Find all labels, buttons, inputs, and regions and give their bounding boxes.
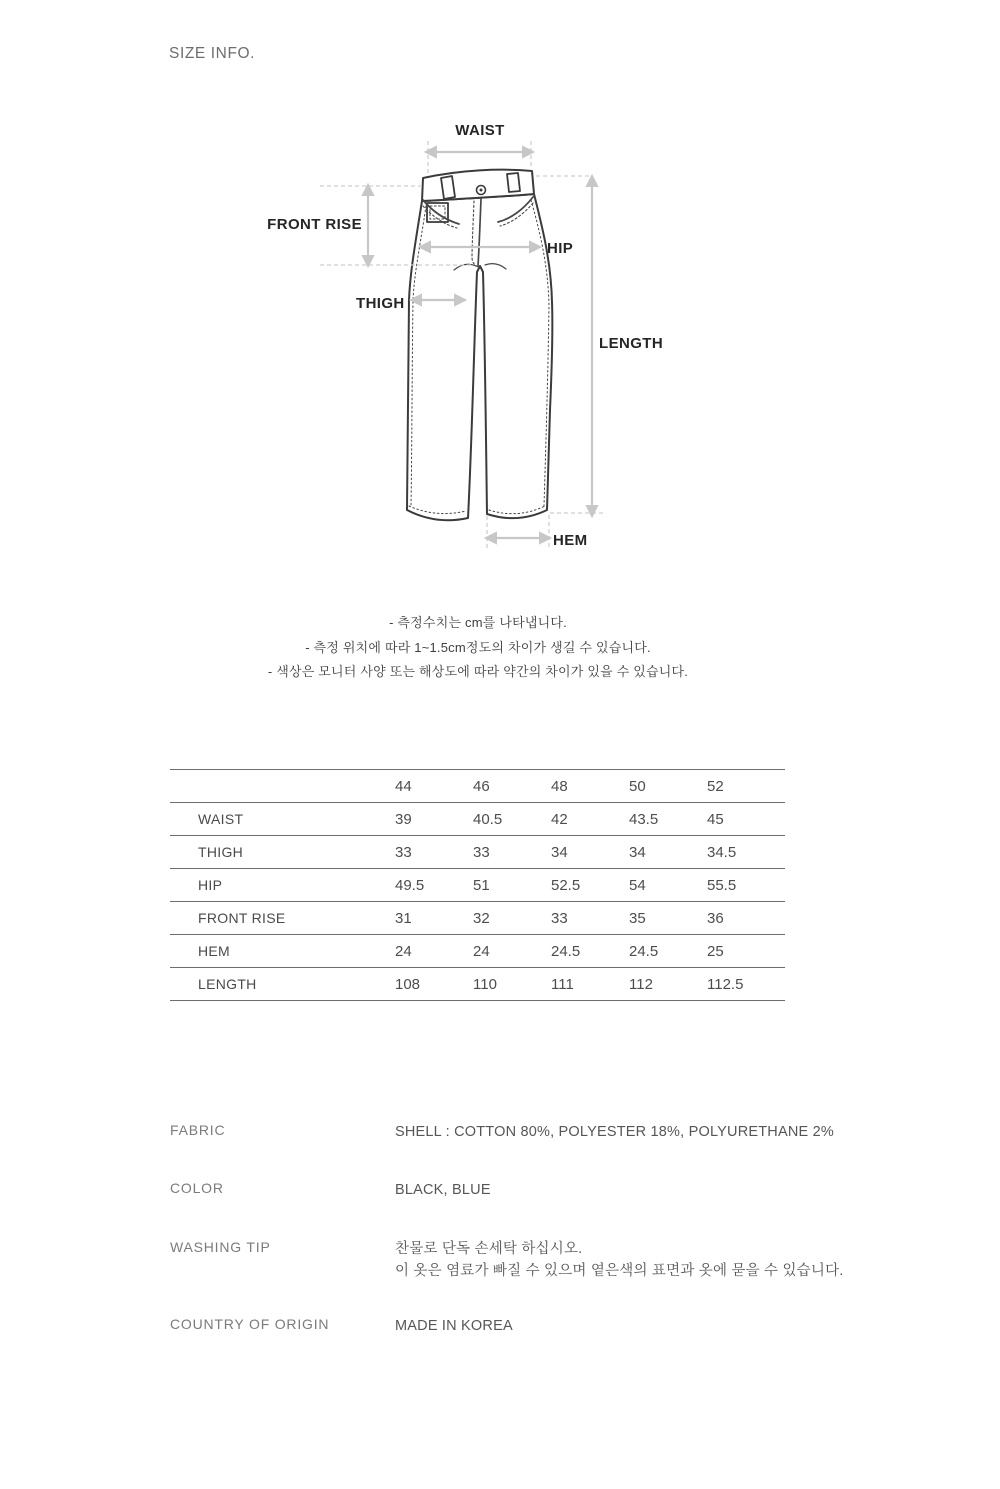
measurement-label: LENGTH	[170, 968, 395, 1001]
size-value: 52.5	[551, 869, 629, 902]
hem-measure-label: HEM	[553, 532, 588, 549]
washing-tip-label: WASHING TIP	[170, 1239, 271, 1255]
fabric-label: FABRIC	[170, 1122, 226, 1138]
country-of-origin-value: MADE IN KOREA	[395, 1318, 513, 1334]
size-value: 34	[551, 836, 629, 869]
fabric-row	[170, 1121, 834, 1143]
size-column-header: 50	[629, 770, 707, 803]
length-measure-label: LENGTH	[599, 335, 664, 352]
size-column-header: 44	[395, 770, 473, 803]
size-value: 110	[473, 968, 551, 1001]
table-row	[170, 968, 785, 1001]
fabric-value: SHELL : COTTON 80%, POLYESTER 18%, POLYURETHANE 2%	[395, 1124, 834, 1140]
size-value: 31	[395, 902, 473, 935]
size-value: 33	[395, 836, 473, 869]
table-row	[170, 803, 785, 836]
size-value: 36	[707, 902, 785, 935]
table-row	[170, 836, 785, 869]
size-value: 108	[395, 968, 473, 1001]
measurement-notes	[0, 611, 956, 685]
size-value: 54	[629, 869, 707, 902]
washing-tip-value-line: 이 옷은 염료가 빠질 수 있으며 옅은색의 표면과 옷에 묻을 수 있습니다.	[395, 1263, 844, 1279]
size-value: 42	[551, 803, 629, 836]
size-value: 40.5	[473, 803, 551, 836]
country-of-origin-label: COUNTRY OF ORIGIN	[170, 1316, 330, 1332]
note-line: - 측정수치는 cm를 나타냅니다.	[389, 615, 567, 630]
size-value: 24	[395, 935, 473, 968]
size-value: 43.5	[629, 803, 707, 836]
measurement-label: THIGH	[170, 836, 395, 869]
size-header-empty	[170, 770, 395, 803]
color-row	[170, 1179, 491, 1201]
washing-tip-row	[170, 1238, 844, 1282]
size-column-header: 46	[473, 770, 551, 803]
measurement-label: WAIST	[170, 803, 395, 836]
size-value: 39	[395, 803, 473, 836]
front-rise-measure-label: FRONT RISE	[267, 216, 362, 233]
size-value: 34.5	[707, 836, 785, 869]
size-value: 33	[473, 836, 551, 869]
thigh-measure-label: THIGH	[356, 295, 405, 312]
size-value: 51	[473, 869, 551, 902]
size-value: 35	[629, 902, 707, 935]
size-value: 55.5	[707, 869, 785, 902]
hip-measure-label: HIP	[547, 240, 574, 257]
measurement-label: HIP	[170, 869, 395, 902]
size-table	[170, 769, 785, 1001]
size-value: 45	[707, 803, 785, 836]
color-label: COLOR	[170, 1180, 224, 1196]
size-value: 112.5	[707, 968, 785, 1001]
size-table-header-row	[170, 770, 785, 803]
country-of-origin-row	[170, 1315, 513, 1337]
table-row	[170, 902, 785, 935]
size-column-header: 48	[551, 770, 629, 803]
measurement-label: FRONT RISE	[170, 902, 395, 935]
size-value: 24	[473, 935, 551, 968]
table-row	[170, 935, 785, 968]
note-line: - 측정 위치에 따라 1~1.5cm정도의 차이가 생길 수 있습니다.	[305, 639, 651, 655]
size-value: 25	[707, 935, 785, 968]
size-value: 33	[551, 902, 629, 935]
color-value: BLACK, BLUE	[395, 1182, 491, 1198]
washing-tip-value-line: 찬물로 단독 손세탁 하십시오.	[395, 1241, 583, 1257]
page-title: SIZE INFO.	[169, 45, 256, 62]
size-value: 49.5	[395, 869, 473, 902]
note-line: - 색상은 모니터 사양 또는 해상도에 따라 약간의 차이가 있을 수 있습니다.	[267, 664, 689, 679]
waist-measure-label: WAIST	[455, 122, 505, 139]
size-value: 32	[473, 902, 551, 935]
size-value: 24.5	[629, 935, 707, 968]
size-value: 111	[551, 968, 629, 1001]
measurement-label: HEM	[170, 935, 395, 968]
size-column-header: 52	[707, 770, 785, 803]
size-value: 112	[629, 968, 707, 1001]
size-value: 34	[629, 836, 707, 869]
size-value: 24.5	[551, 935, 629, 968]
table-row	[170, 869, 785, 902]
